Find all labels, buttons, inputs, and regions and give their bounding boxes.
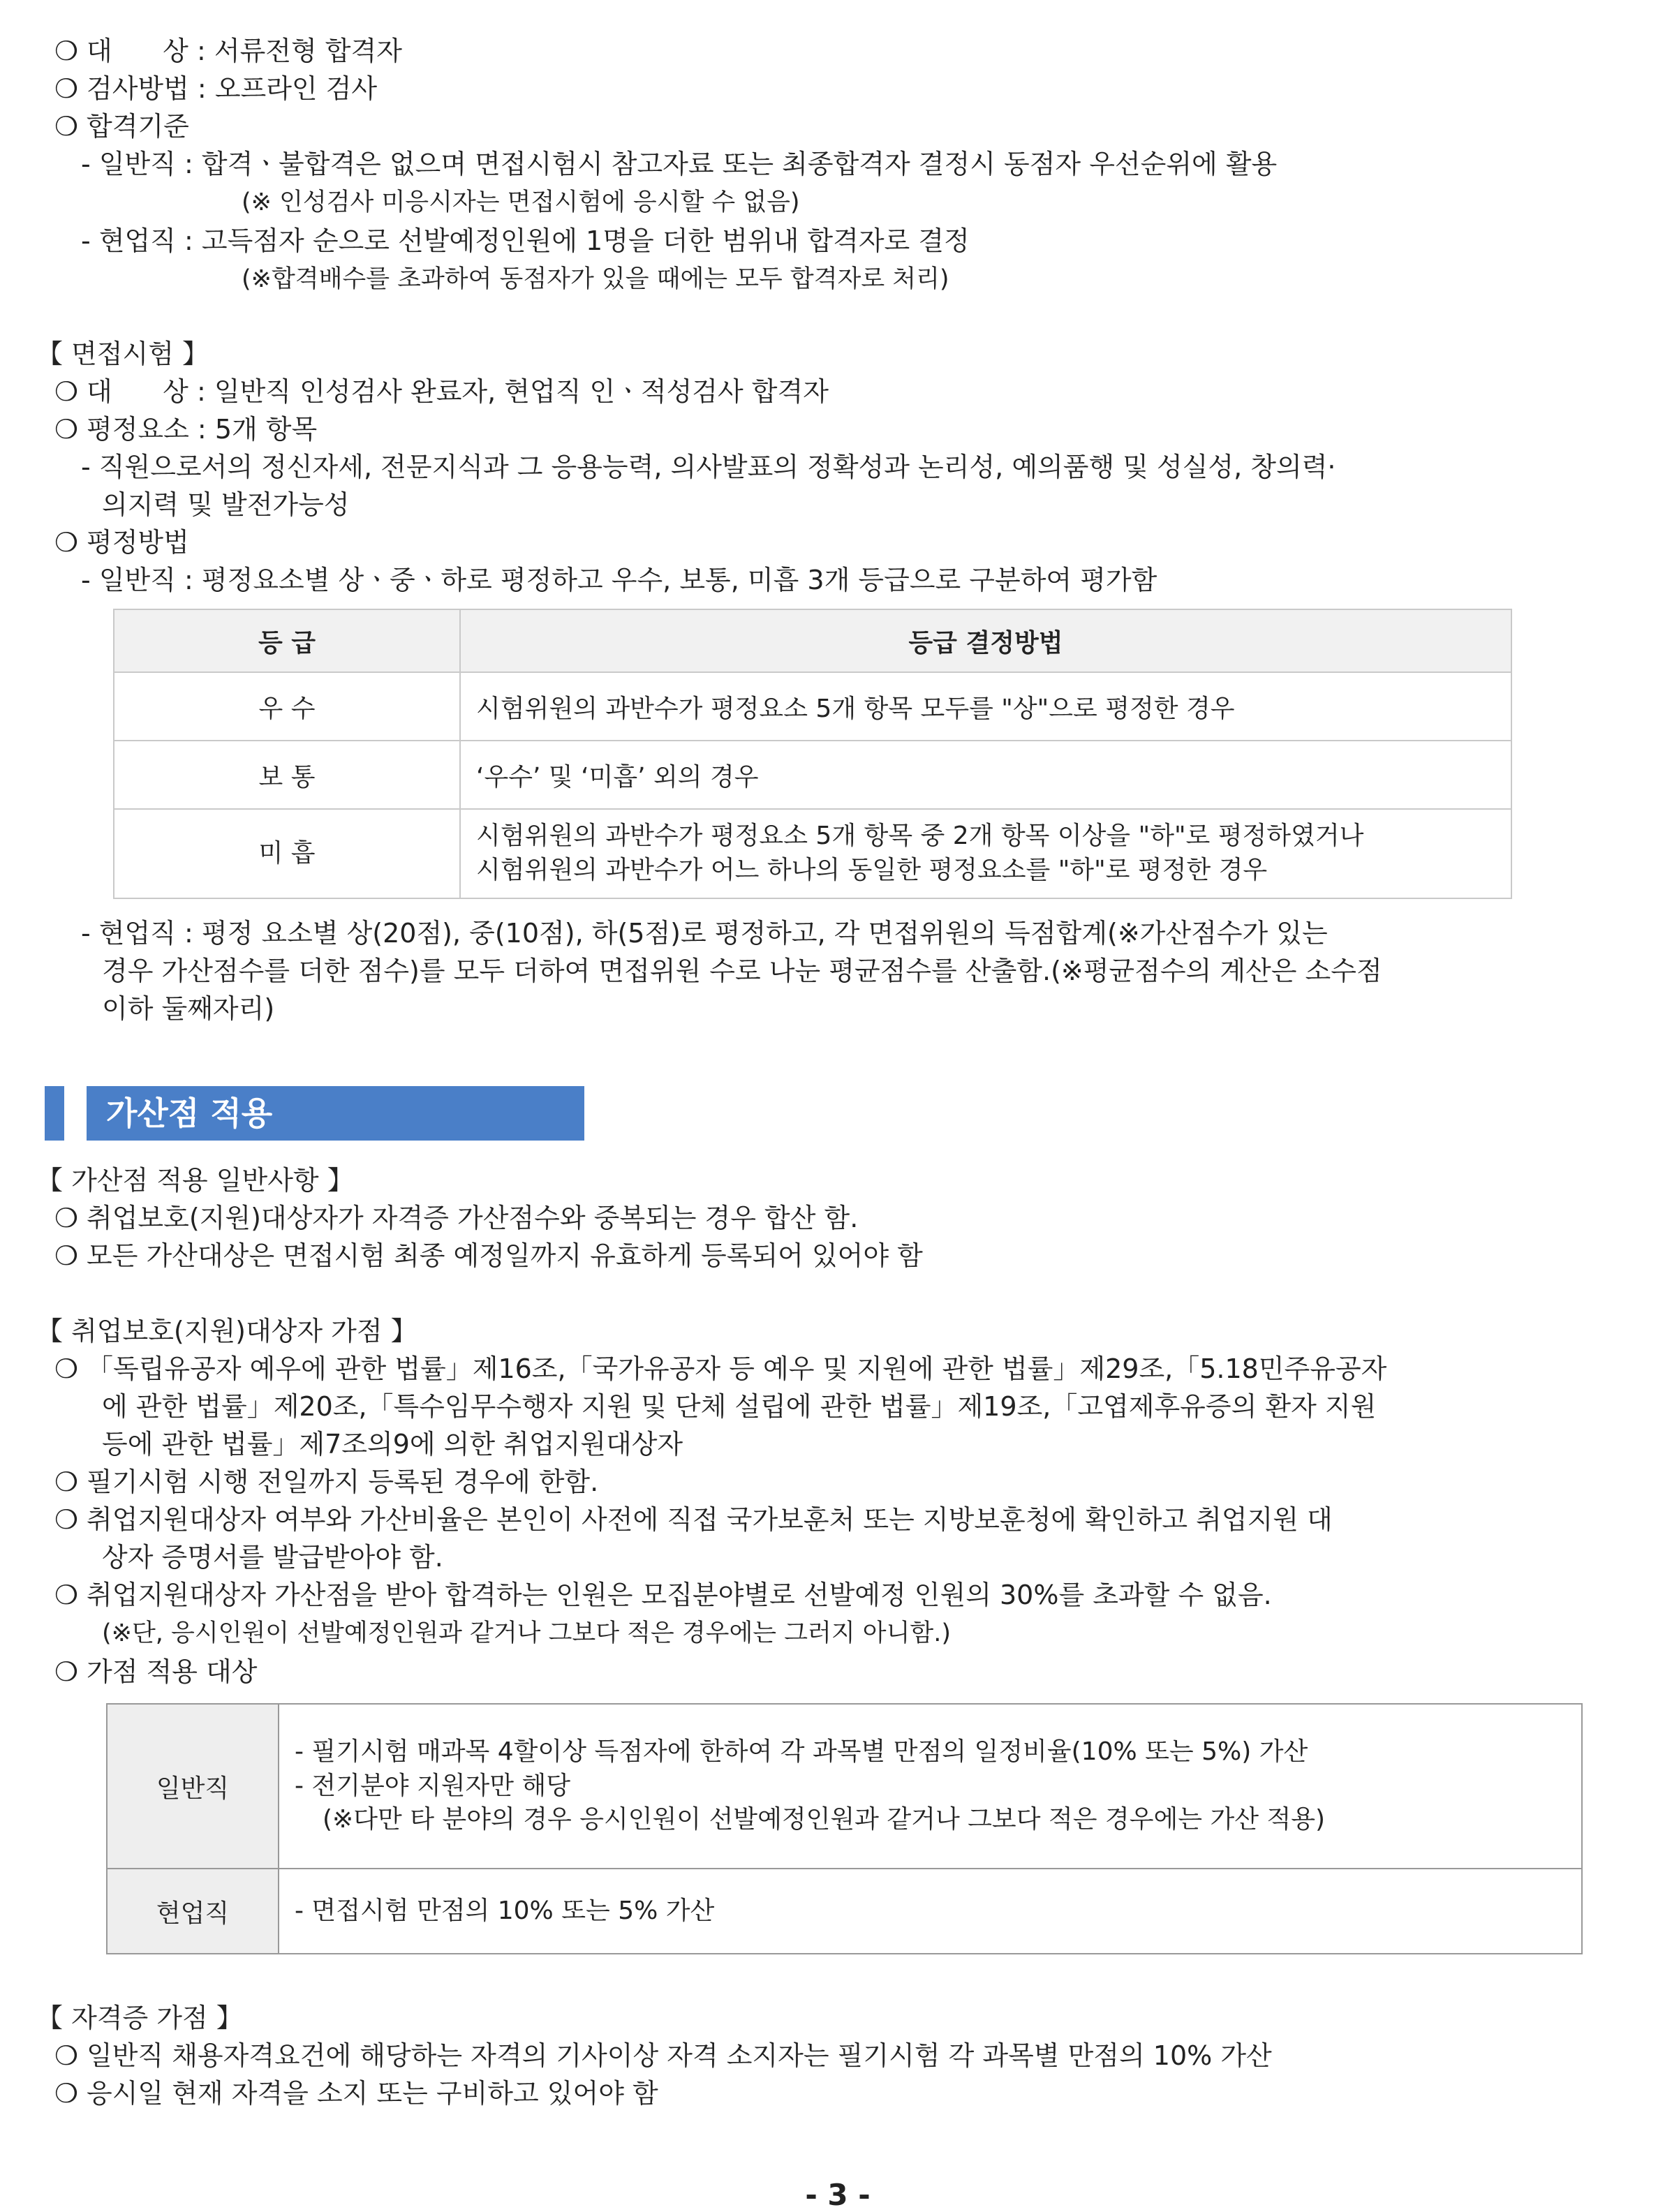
cert-line1: ❍ 일반직 채용자격요건에 해당하는 자격의 기사이상 자격 소지자는 필기시험 각 과목별 만점의 10% 가산 <box>54 2040 1272 2071</box>
interview-target-line: ❍ 대 상 : 일반직 인성검사 완료자, 현업직 인ㆍ적성검사 합격자 <box>54 376 829 407</box>
table-row <box>107 1704 1582 1869</box>
circle-bullet-icon: ❍ <box>54 1203 79 1233</box>
grade-cell: 미 흡 <box>114 809 460 898</box>
bonus-table <box>106 1703 1583 1954</box>
interview-elements-line: ❍ 평정요소 : 5개 항목 <box>54 414 318 445</box>
circle-bullet-icon: ❍ <box>54 73 79 104</box>
table-row <box>107 1869 1582 1954</box>
circle-bullet-icon: ❍ <box>54 1580 79 1610</box>
protect-line4: ❍ 취업지원대상자 가산점을 받아 합격하는 인원은 모집분야별로 선발예정 인원의 30%를 초과할 수 없음. <box>54 1580 1272 1610</box>
table-row <box>114 809 1511 898</box>
interview-elements-detail: - 직원으로서의 정신자세, 전문지식과 그 응용능력, 의사발표의 정확성과 논리성, 예의품행 및 성실성, 창의력· <box>81 452 1336 482</box>
circle-bullet-icon: ❍ <box>54 527 79 558</box>
circle-bullet-icon: ❍ <box>54 1467 79 1497</box>
protect-line4-note: (※단, 응시인원이 선발예정인원과 같거나 그보다 적은 경우에는 그러지 아니함.) <box>102 1619 952 1647</box>
circle-bullet-icon: ❍ <box>54 1240 79 1271</box>
bonus-row-header: 현업직 <box>107 1869 279 1954</box>
grade-cell: 보 통 <box>114 741 460 809</box>
criteria-field-line: - 현업직 : 고득점자 순으로 선발예정인원에 1명을 더한 범위내 합격자로 결정 <box>81 225 970 256</box>
criteria-heading: ❍ 합격기준 <box>54 111 189 142</box>
protect-line1: ❍ 「독립유공자 예우에 관한 법률」제16조,「국가유공자 등 예우 및 지원에 관한 법률」제29조,「5.18민주유공자 <box>54 1353 1387 1384</box>
protect-line3-cont: 상자 증명서를 발급받아야 함. <box>102 1542 443 1573</box>
cert-heading: 【 자격증 가점 】 <box>36 2003 243 2033</box>
circle-bullet-icon: ❍ <box>54 2040 79 2071</box>
circle-bullet-icon: ❍ <box>54 2078 79 2109</box>
target-line: ❍ 대 상 : 서류전형 합격자 <box>54 36 402 66</box>
circle-bullet-icon: ❍ <box>54 111 79 142</box>
section-title: 가산점 적용 <box>87 1086 584 1141</box>
grade-desc-cell: 시험위원의 과반수가 평정요소 5개 항목 모두를 "상"으로 평정한 경우 <box>460 672 1511 741</box>
interview-method-field-cont: 경우 가산점수를 더한 점수)를 모두 더하여 면접위원 수로 나눈 평균점수를 산출함.(※평균점수의 계산은 소수점 <box>102 956 1382 986</box>
grade-col-header: 등 급 <box>114 609 460 672</box>
table-row <box>114 672 1511 741</box>
grade-desc-cell: ‘우수’ 및 ‘미흡’ 외의 경우 <box>460 741 1511 809</box>
interview-method-heading: ❍ 평정방법 <box>54 527 189 558</box>
grade-cell: 우 수 <box>114 672 460 741</box>
bonus-row-content: - 면접시험 만점의 10% 또는 5% 가산 <box>279 1869 1582 1954</box>
protect-line3: ❍ 취업지원대상자 여부와 가산비율은 본인이 사전에 직접 국가보훈처 또는 지방보훈청에 확인하고 취업지원 대 <box>54 1504 1333 1535</box>
cert-line2: ❍ 응시일 현재 자격을 소지 또는 구비하고 있어야 함 <box>54 2078 658 2109</box>
bonus-row-header: 일반직 <box>107 1704 279 1869</box>
circle-bullet-icon: ❍ <box>54 1353 79 1384</box>
section-marker <box>45 1086 64 1141</box>
bonus-row-content: - 필기시험 매과목 4할이상 득점자에 한하여 각 과목별 만점의 일정비율(10% 또는 5%) 가산 - 전기분야 지원자만 해당 (※다만 타 분야의 경우 응시인원이 선발예정인원과 같거나 그보다 적은 경우에는 가산 적용) <box>279 1704 1582 1869</box>
page-number: - 3 - <box>805 2178 871 2212</box>
table-row <box>114 741 1511 809</box>
bonus-general-line2: ❍ 모든 가산대상은 면접시험 최종 예정일까지 유효하게 등록되어 있어야 함 <box>54 1240 923 1271</box>
interview-method-field: - 현업직 : 평정 요소별 상(20점), 중(10점), 하(5점)로 평정하고, 각 면접위원의 득점합계(※가산점수가 있는 <box>81 918 1328 949</box>
interview-elements-detail-cont: 의지력 및 발전가능성 <box>102 489 350 520</box>
method-col-header: 등급 결정방법 <box>460 609 1511 672</box>
circle-bullet-icon: ❍ <box>54 1656 79 1687</box>
bonus-general-line1: ❍ 취업보호(지원)대상자가 자격증 가산점수와 중복되는 경우 합산 함. <box>54 1203 859 1233</box>
criteria-field-note: (※합격배수를 초과하여 동점자가 있을 때에는 모두 합격자로 처리) <box>242 265 949 293</box>
grade-desc-cell: 시험위원의 과반수가 평정요소 5개 항목 중 2개 항목 이상을 "하"로 평정하였거나 시험위원의 과반수가 어느 하나의 동일한 평정요소를 "하"로 평정한 경우 <box>460 809 1511 898</box>
grade-table <box>113 609 1512 899</box>
circle-bullet-icon: ❍ <box>54 1504 79 1535</box>
criteria-general-line: - 일반직 : 합격ㆍ불합격은 없으며 면접시험시 참고자료 또는 최종합격자 결정시 동점자 우선순위에 활용 <box>81 149 1278 179</box>
criteria-general-note: (※ 인성검사 미응시자는 면접시험에 응시할 수 없음) <box>242 188 800 216</box>
protect-line1-cont2: 등에 관한 법률」제7조의9에 의한 취업지원대상자 <box>102 1429 683 1460</box>
interview-method-general: - 일반직 : 평정요소별 상ㆍ중ㆍ하로 평정하고 우수, 보통, 미흡 3개 등급으로 구분하여 평가함 <box>81 565 1157 595</box>
protect-line2: ❍ 필기시험 시행 전일까지 등록된 경우에 한함. <box>54 1467 599 1497</box>
interview-method-field-cont2: 이하 둘째자리) <box>102 993 275 1024</box>
circle-bullet-icon: ❍ <box>54 376 79 407</box>
protect-line1-cont: 에 관한 법률」제20조,「특수임무수행자 지원 및 단체 설립에 관한 법률」제19조,「고엽제후유증의 환자 지원 <box>102 1391 1377 1422</box>
protect-heading: 【 취업보호(지원)대상자 가점 】 <box>36 1316 417 1346</box>
circle-bullet-icon: ❍ <box>54 414 79 445</box>
circle-bullet-icon: ❍ <box>54 36 79 66</box>
method-line: ❍ 검사방법 : 오프라인 검사 <box>54 73 378 104</box>
protect-target-heading: ❍ 가점 적용 대상 <box>54 1656 258 1687</box>
interview-heading: 【 면접시험 】 <box>36 339 209 369</box>
bonus-general-heading: 【 가산점 적용 일반사항 】 <box>36 1165 354 1196</box>
